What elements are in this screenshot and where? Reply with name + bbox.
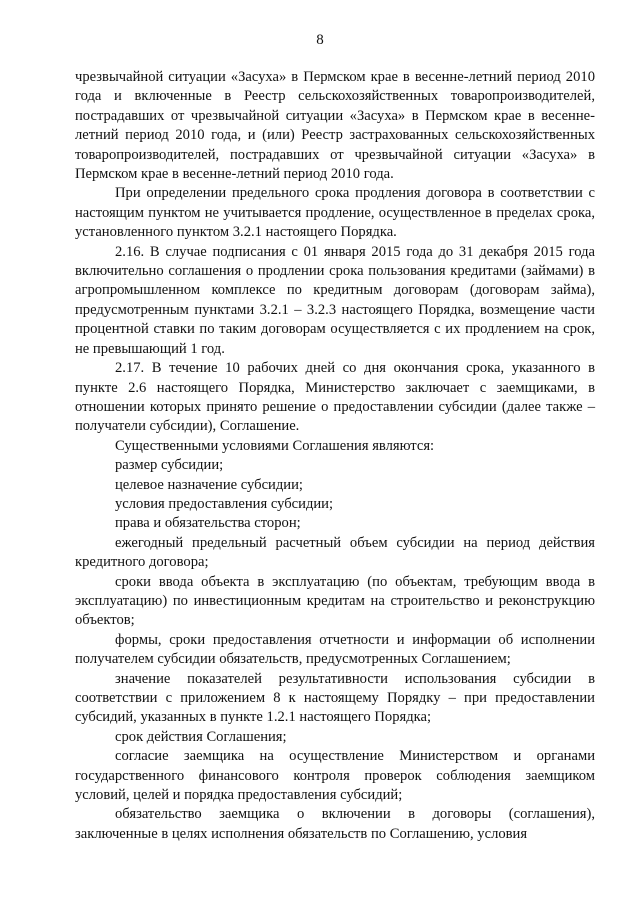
list-item-audit-consent: согласие заемщика на осуществление Министерством и органами государственного финансового контроля проверок соблюдения заемщиком условий, целей и порядка предоставления субсидий; [75,748,595,804]
paragraph-extension-limit: При определении предельного срока продления договора в соответствии с настоящим пунктом не учитывается продление, осуществленное в пределах срока, установленного пунктом 3.2.1 настоящего Порядка. [75,185,595,241]
list-item-reporting-forms: формы, сроки предоставления отчетности и информации об исполнении получателем субсидии обязательств, предусмотренных Соглашением; [75,631,595,668]
paragraph-drought-registry: чрезвычайной ситуации «Засуха» в Пермском крае в весенне-летний период 2010 года и включенные в Реестр сельскохозяйственных товаропроизводителей, пострадавших от чрезвычайной ситуации «Засуха» в Пермском крае в весенне-летний период 2010 года, и (или) Реестр застрахованных сельскохозяйственных товаропроизводителей, пострадавших от чрезвычайной ситуации «Засуха» в Пермском крае в весенне-летний период 2010 года. [75,69,595,183]
page-number: 8 [316,32,324,48]
document-body [75,68,595,844]
paragraph-clause-2-17: 2.17. В течение 10 рабочих дней со дня окончания срока, указанного в пункте 2.6 настоящего Порядка, Министерство заключает с заемщиками, в отношении которых принято решение о предоставлении субсидии (далее также – получатели субсидии), Соглашение. [75,360,595,435]
list-item-subsidy-amount: размер субсидии; [115,457,224,474]
paragraph-essential-terms-heading: Существенными условиями Соглашения являются: [115,437,435,454]
list-item-contract-inclusion: обязательство заемщика о включении в договоры (соглашения), заключенные в целях исполнения обязательств по Соглашению, условия [75,806,595,842]
list-item-annual-limit: ежегодный предельный расчетный объем субсидии на период действия кредитного договора; [75,534,595,571]
list-item-subsidy-conditions: условия предоставления субсидии; [115,495,334,512]
list-item-commissioning-terms: сроки ввода объекта в эксплуатацию (по объектам, требующим ввода в эксплуатацию) по инвестиционным кредитам на строительство и реконструкцию объектов; [75,573,595,629]
list-item-performance-indicators: значение показателей результативности использования субсидии в соответствии с приложением 8 к настоящему Порядку – при предоставлении субсидий, указанных в пункте 1.2.1 настоящего Порядка; [75,670,595,726]
list-item-rights-obligations: права и обязательства сторон; [115,515,301,532]
list-item-subsidy-purpose: целевое назначение субсидии; [115,476,303,493]
list-item-agreement-term: срок действия Соглашения; [115,728,287,745]
paragraph-clause-2-16: 2.16. В случае подписания с 01 января 2015 года до 31 декабря 2015 года включительно соглашения о продлении срока пользования кредитами (займами) в агропромышленном комплексе по кредитным договорам (договорам займа), предусмотренным пунктами 3.2.1 – 3.2.3 настоящего Порядка, возмещение части процентной ставки по таким договорам осуществляется с их продлением на срок, не превышающий 1 год. [75,243,595,357]
